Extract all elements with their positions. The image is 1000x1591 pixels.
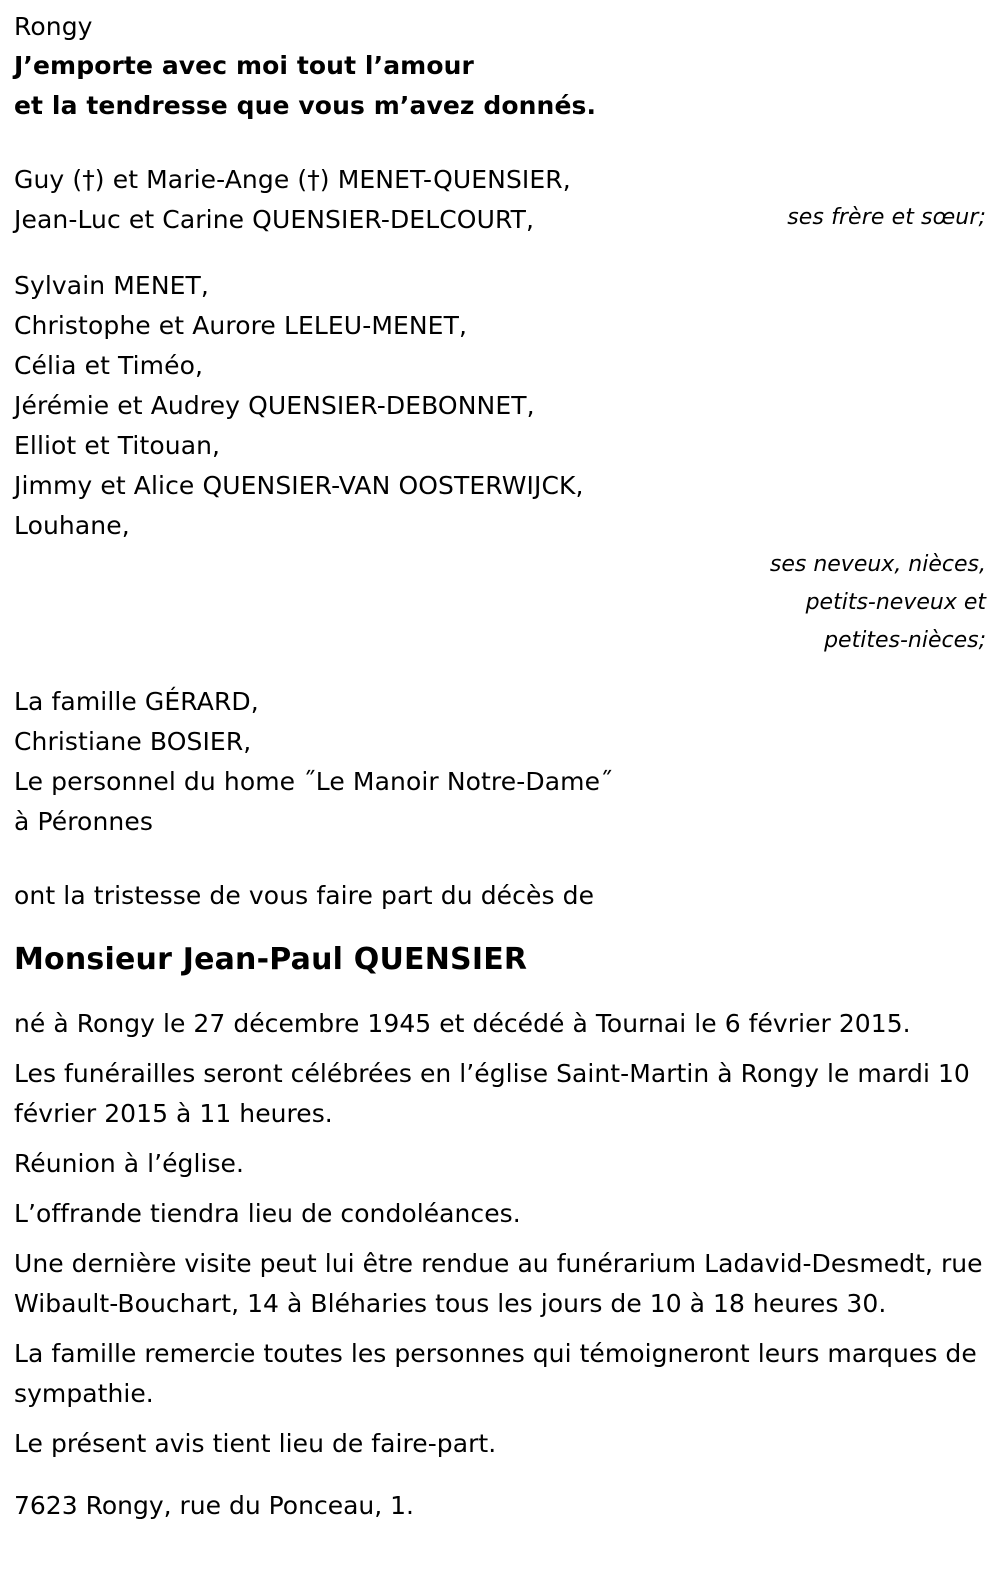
family-group-others [14,682,986,842]
relation-label-siblings: ses frère et sœur; [787,205,986,230]
family-name-line: Célia et Timéo, [14,351,204,380]
spacer-before-friends [14,660,986,682]
spacer-after-quote [14,126,986,160]
spacer-between-groups [14,240,986,266]
family-name-line: Jean-Luc et Carine QUENSIER-DELCOURT, [14,205,535,234]
spacer-before-name [14,916,986,938]
deceased-name: Monsieur Jean-Paul QUENSIER [14,942,528,977]
family-name-line: Christophe et Aurore LELEU-MENET, [14,311,467,340]
family-group-nephews [14,266,986,660]
spacer-before-announce [14,842,986,876]
locality-text: Rongy [14,12,93,41]
family-name-line: Jérémie et Audrey QUENSIER-DEBONNET, [14,391,535,420]
relation-line: petits-neveux et [805,590,986,615]
quote-line-2: et la tendresse que vous m’avez donnés. [14,91,597,120]
family-name-line: Christiane BOSIER, [14,727,252,756]
detail-paragraph-offering: L’offrande tiendra lieu de condoléances. [14,1199,521,1228]
family-name-line: La famille GÉRARD, [14,687,259,716]
address-text: 7623 Rongy, rue du Ponceau, 1. [14,1491,414,1520]
detail-paragraph-thanks: La famille remercie toutes les personnes qui témoigneront leurs marques de sympathie. [14,1339,977,1408]
relation-line: ses neveux, nièces, [769,552,986,577]
family-group-siblings [14,160,986,240]
detail-paragraph-visit: Une dernière visite peut lui être rendue au funérarium Ladavid-Desmedt, rue Wibault-Bouchart, 14 à Bléharies tous les jours de 10 à 18 heures 30. [14,1249,983,1318]
family-name-line: à Péronnes [14,807,153,836]
spacer-before-details [14,982,986,1004]
detail-paragraph-reunion: Réunion à l’église. [14,1149,244,1178]
family-name-line: Le personnel du home ˝Le Manoir Notre-Dame˝ [14,767,613,796]
family-name-line: Sylvain MENET, [14,271,209,300]
family-name-line: Louhane, [14,511,130,540]
detail-paragraph-notice: Le présent avis tient lieu de faire-part. [14,1429,497,1458]
detail-paragraph-birth-death: né à Rongy le 27 décembre 1945 et décédé à Tournai le 6 février 2015. [14,1009,911,1038]
announcement-text: ont la tristesse de vous faire part du décès de [14,881,595,910]
relation-label-nephews [14,546,986,660]
quote-line-1: J’emporte avec moi tout l’amour [14,51,474,80]
detail-paragraph-funeral: Les funérailles seront célébrées en l’église Saint-Martin à Rongy le mardi 10 février 2015 à 11 heures. [14,1059,970,1128]
relation-line: petites-nièces; [824,628,986,653]
family-name-line: Jimmy et Alice QUENSIER-VAN OOSTERWIJCK, [14,471,584,500]
family-name-line: Elliot et Titouan, [14,431,221,460]
family-name-line: Guy (†) et Marie-Ange (†) MENET-QUENSIER, [14,165,571,194]
spacer-before-address [14,1464,986,1486]
